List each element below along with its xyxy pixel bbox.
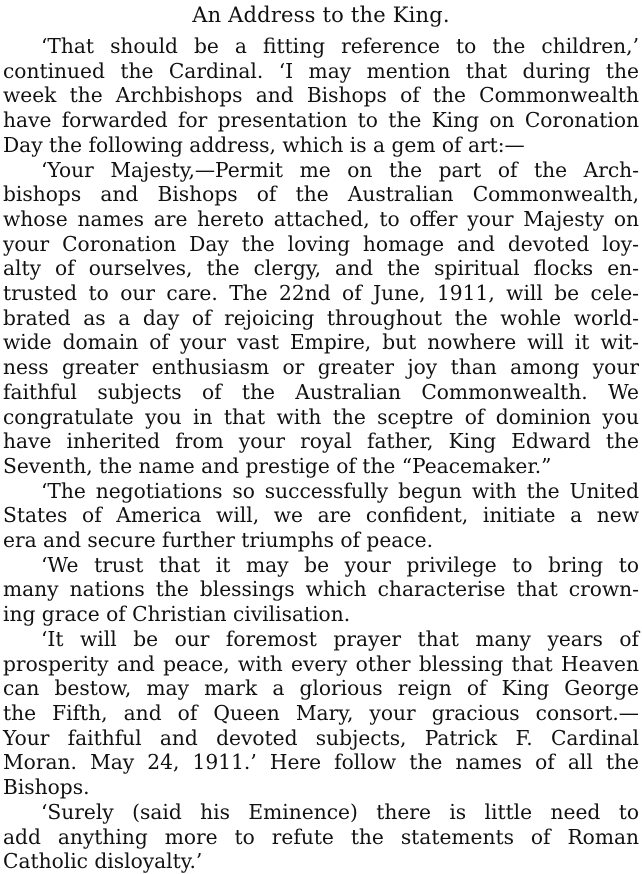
text-line: add anything more to refute the statements of Roman — [3, 824, 639, 849]
text-line: your Coronation Day the loving homage and devoted loy- — [3, 231, 639, 256]
article-title: An Address to the King. — [192, 3, 450, 27]
text-line: Catholic disloyalty.’ — [3, 849, 203, 874]
text-line: ness greater enthusiasm or greater joy than among your — [3, 355, 639, 380]
text-line: Your faithful and devoted subjects, Patrick F. Cardinal — [3, 725, 639, 750]
text-line: bishops and Bishops of the Australian Commonwealth, — [3, 182, 639, 207]
paragraph — [3, 34, 639, 158]
text-line: week the Archbishops and Bishops of the Commonwealth — [3, 83, 639, 108]
text-line: faithful subjects of the Australian Commonwealth. We — [3, 379, 639, 404]
text-line: Bishops. — [3, 775, 90, 800]
text-line: whose names are hereto attached, to offer your Majesty on — [3, 206, 639, 231]
text-line: congratulate you in that with the sceptre of dominion you — [3, 404, 639, 429]
text-line: have forwarded for presentation to the King on Coronation — [3, 108, 639, 133]
text-line: ‘That should be a fitting reference to the children,’ — [41, 34, 639, 58]
paragraph — [3, 627, 639, 800]
text-line: many nations the blessings which characterise that crown- — [3, 577, 639, 602]
paragraph — [3, 158, 639, 479]
text-line: Moran. May 24, 1911.’ Here follow the names of all the — [3, 750, 639, 775]
paragraph — [3, 800, 639, 874]
text-line: wide domain of your vast Empire, but nowhere will it wit- — [3, 330, 639, 355]
paragraph — [3, 553, 639, 627]
text-line: Day the following address, which is a gem of art:— — [3, 132, 525, 157]
text-line: Seventh, the name and prestige of the “Peacemaker.” — [3, 453, 552, 478]
text-line: States of America will, we are confident, initiate a new — [3, 503, 639, 528]
text-line: alty of ourselves, the clergy, and the spiritual flocks en- — [3, 256, 639, 281]
text-line: ‘Your Majesty,—Permit me on the part of the Arch- — [41, 157, 639, 182]
text-line: brated as a day of rejoicing throughout the wohle world- — [3, 305, 639, 330]
text-line: have inherited from your royal father, King Edward the — [3, 429, 639, 454]
text-line: era and secure further triumphs of peace. — [3, 528, 433, 553]
text-line: ‘Surely (said his Eminence) there is little need to — [41, 799, 639, 824]
text-line: ‘The negotiations so successfully begun with the United — [41, 478, 639, 503]
text-line: ing grace of Christian civilisation. — [3, 602, 351, 627]
paragraph — [3, 479, 639, 553]
text-line: ‘We trust that it may be your privilege to bring to — [41, 552, 639, 577]
text-line: continued the Cardinal. ‘I may mention that during the — [3, 58, 639, 83]
text-line: ‘It will be our foremost prayer that many years of — [41, 626, 639, 651]
text-line: the Fifth, and of Queen Mary, your gracious consort.— — [3, 700, 639, 725]
text-line: can bestow, may mark a glorious reign of King George — [3, 676, 639, 701]
text-line: prosperity and peace, with every other blessing that Heaven — [3, 651, 639, 676]
article-body — [3, 34, 639, 874]
text-line: trusted to our care. The 22nd of June, 1911, will be cele- — [3, 281, 639, 306]
